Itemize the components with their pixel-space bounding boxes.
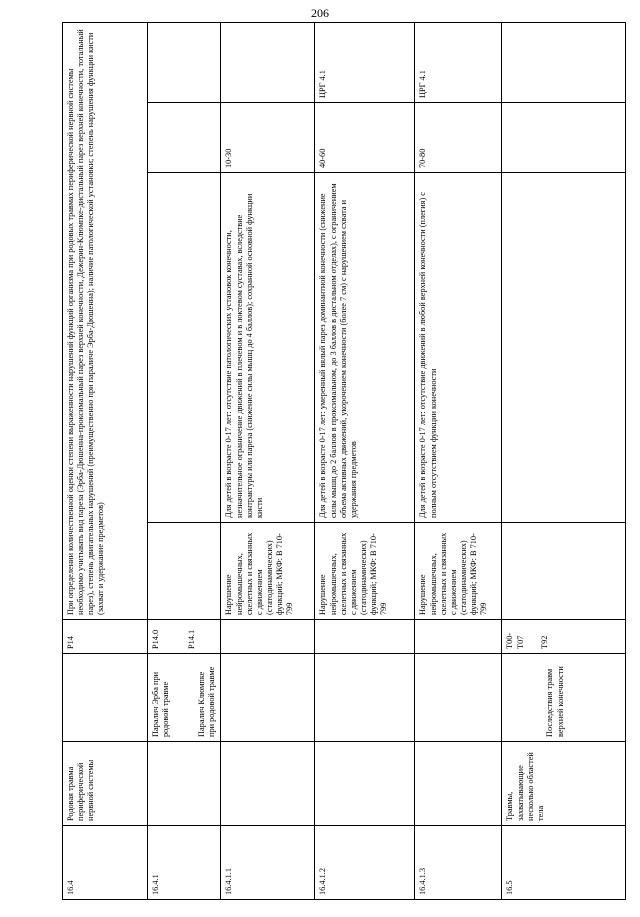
page-number: 206 — [311, 6, 329, 20]
row-score — [502, 103, 626, 173]
row-guidance-text: При определении количественной оценки степени выраженности нарушений функций организма при родовых травмах периферической нервной системы необходимо учитывать вид пареза (Эрба-Дюшенна-проксимальный парез верхней конечности, Дежерин-Клюмпке-дистальный парез верхней конечности, тотальный парез), степень двигательных нарушений (преимущественно при параличе Эрба-Дюшенна); наличие патологической установки; степень нарушения функции кисти (захват и удержание предметов) — [63, 22, 148, 619]
icd-code-t92: T92 — [539, 635, 549, 649]
consequence-text: Последствия травм верхней конечности — [545, 666, 565, 737]
row-ipra — [221, 22, 315, 102]
row-code: 16.4.1 — [148, 826, 221, 900]
table-row — [415, 22, 502, 899]
category-text: Травмы, захватывающие несколько областей тела — [505, 752, 545, 821]
row-diagnosis — [148, 654, 221, 742]
row-icd-code — [148, 620, 221, 654]
row-diagnosis — [221, 654, 315, 742]
classification-table — [62, 22, 626, 900]
row-diagnosis — [63, 654, 148, 742]
row-code: 16.4.1.2 — [315, 826, 415, 900]
row-icd-code — [415, 620, 502, 654]
row-diagnosis — [315, 654, 415, 742]
icd-range: T00-T07 — [505, 632, 525, 649]
row-score: 40-60 — [315, 103, 415, 173]
icd-code-erb: P14.0 — [151, 629, 160, 649]
row-impairment — [502, 523, 626, 620]
row-icd-code — [502, 620, 626, 654]
row-diagnosis — [502, 654, 626, 742]
row-criteria — [502, 173, 626, 523]
row-icd-code: P14 — [63, 620, 148, 654]
row-criteria: Для детей в возрасте 0-17 лет: отсутствие патологических установок конечности, незначительное ограничение движений в плечевом и в локтевом суставах, вследствие контрактуры или пареза (снижение силы мышц до 4 баллов); сохранной основной функции кисти — [221, 173, 315, 523]
row-category — [148, 742, 221, 826]
row-criteria: Для детей в возрасте 0-17 лет: умеренный вялый парез доминантной конечности (снижение силы мышц до 2 баллов в проксимальном, до 3 баллов в дистальном отделах), с ограничением объема активных движений, укорочением конечности (более 7 см) с нарушением схвата и удержания предметов — [315, 173, 415, 523]
row-impairment: Нарушение нейромышечных, скелетных и связанных с движением (статодинамических) функций; МКФ: В 710-799 — [415, 523, 502, 620]
row-score — [148, 103, 221, 173]
rotated-table-container — [62, 23, 623, 900]
diagnosis-klumpke: Паралич Клюмпке при родовой травме — [197, 666, 217, 737]
row-score: 10-30 — [221, 103, 315, 173]
row-category: Родовая травма периферической нервной системы — [63, 742, 148, 826]
row-criteria — [148, 173, 221, 523]
row-ipra — [502, 22, 626, 102]
row-ipra: ЦРГ 4.1 — [415, 22, 502, 102]
row-code: 16.4 — [63, 826, 148, 900]
table-row — [63, 22, 148, 899]
row-score: 70-80 — [415, 103, 502, 173]
row-impairment: Нарушение нейромышечных, скелетных и связанных с движением (статодинамических) функций; МКФ: В 710-799 — [315, 523, 415, 620]
row-diagnosis — [415, 654, 502, 742]
row-icd-code — [221, 620, 315, 654]
row-category — [221, 742, 315, 826]
row-code: 16.4.1.1 — [221, 826, 315, 900]
row-category — [315, 742, 415, 826]
row-ipra — [148, 22, 221, 102]
table-row — [148, 22, 221, 899]
row-category — [415, 742, 502, 826]
icd-code-klumpke: P14.1 — [187, 629, 197, 649]
row-category — [502, 742, 626, 826]
table-row — [502, 22, 626, 899]
row-code: 16.4.1.3 — [415, 826, 502, 900]
diagnosis-erb: Паралич Эрба при родовой травме — [151, 671, 171, 737]
row-ipra: ЦРГ 4.1 — [315, 22, 415, 102]
row-icd-code — [315, 620, 415, 654]
table-row — [221, 22, 315, 899]
row-code: 16.5 — [502, 826, 626, 900]
row-criteria: Для детей в возрасте 0-17 лет: отсутствие движений в любой верхней конечности (плегия) с полным отсутствием функции конечности — [415, 173, 502, 523]
row-impairment: Нарушение нейромышечных, скелетных и связанных с движением (статодинамических) функций; МКФ: В 710-799 — [221, 523, 315, 620]
row-impairment — [148, 523, 221, 620]
table-row — [315, 22, 415, 899]
